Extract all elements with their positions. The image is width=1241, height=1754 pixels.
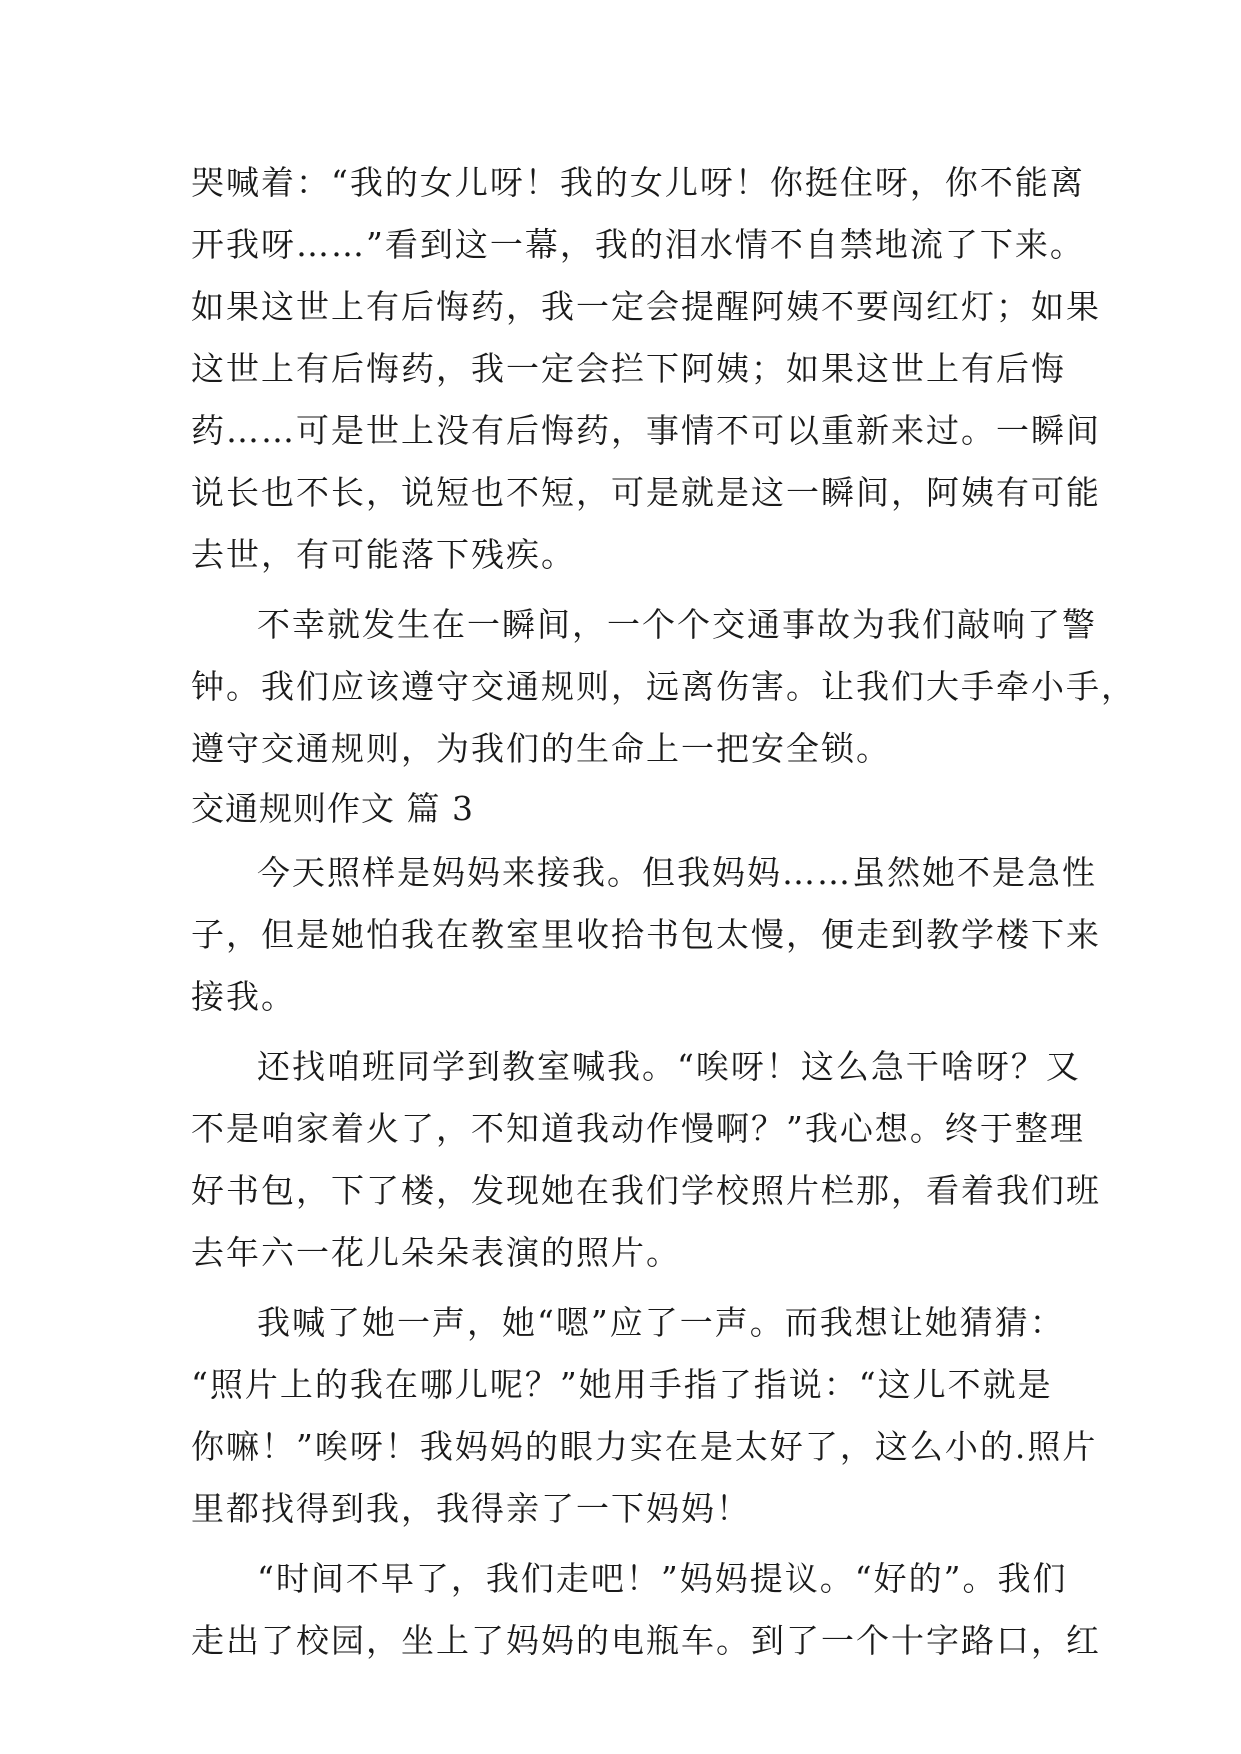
text-line: 不幸就发生在一瞬间，一个个交通事故为我们敲响了警 <box>257 605 1097 644</box>
text-line: 这世上有后悔药，我一定会拦下阿姨；如果这世上有后悔 <box>191 349 1066 388</box>
text-line: 开我呀……”看到这一幕，我的泪水情不自禁地流了下来。 <box>191 225 1085 264</box>
text-line: 如果这世上有后悔药，我一定会提醒阿姨不要闯红灯；如果 <box>191 287 1101 326</box>
text-line: “时间不早了，我们走吧！”妈妈提议。“好的”。我们 <box>257 1559 1068 1598</box>
paragraph <box>191 594 1136 780</box>
text-line: 今天照样是妈妈来接我。但我妈妈……虽然她不是急性 <box>257 853 1097 892</box>
paragraph <box>191 1292 1098 1540</box>
document-body <box>191 152 1136 1672</box>
text-line: 好书包，下了楼，发现她在我们学校照片栏那，看着我们班 <box>191 1171 1101 1210</box>
text-line: 子，但是她怕我在教室里收拾书包太慢，便走到教学楼下来 <box>191 915 1101 954</box>
text-line: 说长也不长，说短也不短，可是就是这一瞬间，阿姨有可能 <box>191 473 1101 512</box>
text-line: 我喊了她一声，她“嗯”应了一声。而我想让她猜猜： <box>257 1303 1065 1342</box>
text-line: 去年六一花儿朵朵表演的照片。 <box>191 1233 681 1272</box>
paragraph <box>191 842 1101 1028</box>
text-line: 去世，有可能落下残疾。 <box>191 535 576 574</box>
text-line: 药……可是世上没有后悔药，事情不可以重新来过。一瞬间 <box>191 411 1101 450</box>
text-line: 你嘛！”唉呀！我妈妈的眼力实在是太好了，这么小的.照片 <box>191 1427 1098 1466</box>
text-line: 走出了校园，坐上了妈妈的电瓶车。到了一个十字路口，红 <box>191 1621 1101 1660</box>
paragraph <box>191 152 1101 586</box>
paragraph <box>191 1036 1101 1284</box>
text-line: “照片上的我在哪儿呢？”她用手指了指说：“这儿不就是 <box>191 1365 1053 1404</box>
text-line: 遵守交通规则，为我们的生命上一把安全锁。 <box>191 729 891 768</box>
paragraph <box>191 1548 1101 1672</box>
text-line: 接我。 <box>191 977 296 1016</box>
text-line: 里都找得到我，我得亲了一下妈妈！ <box>191 1489 751 1528</box>
text-line: 哭喊着：“我的女儿呀！我的女儿呀！你挺住呀，你不能离 <box>191 163 1085 202</box>
section-heading: 交通规则作文 篇 3 <box>191 789 474 828</box>
text-line: 钟。我们应该遵守交通规则，远离伤害。让我们大手牵小手， <box>191 667 1136 706</box>
text-line: 还找咱班同学到教室喊我。“唉呀！这么急干啥呀？又 <box>257 1047 1081 1086</box>
text-line: 不是咱家着火了，不知道我动作慢啊？”我心想。终于整理 <box>191 1109 1085 1148</box>
